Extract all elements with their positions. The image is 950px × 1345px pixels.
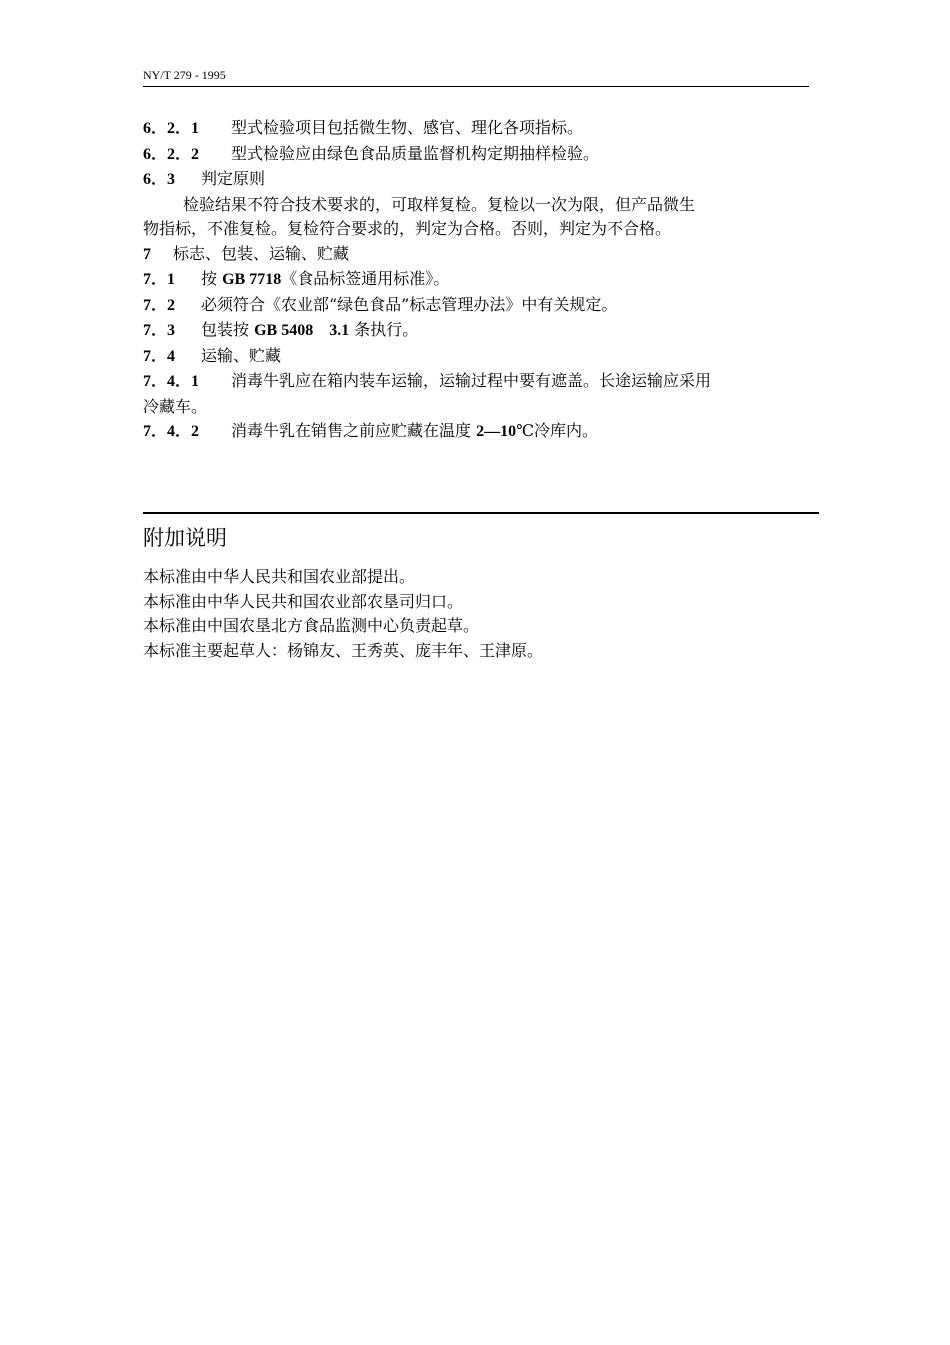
clause-text: 标志、包装、运输、贮藏 [173, 243, 350, 263]
clause-text-prefix: 按 [201, 269, 223, 288]
clause-text: 判定原则 [201, 169, 266, 188]
clause-6-2-2 [143, 142, 813, 168]
clause-7-1 [143, 267, 813, 293]
header-rule [143, 86, 809, 87]
clause-number: 7．3 [143, 322, 176, 339]
clause-number: 6．2．1 [143, 120, 200, 137]
paragraph-line: 检验结果不符合技术要求的，可取样复检。复检以一次为限，但产品微生 [183, 194, 696, 214]
clause-text: 消毒牛乳应在箱内装车运输，运输过程中要有遮盖。长途运输应采用 [231, 371, 712, 390]
appendix-line: 本标准由中华人民共和国农业部提出。 [143, 567, 416, 586]
appendix-notes [143, 565, 543, 663]
paragraph-line: 物指标，不准复检。复检符合要求的，判定为合格。否则，判定为不合格。 [143, 219, 672, 238]
clause-7-4-1 [143, 369, 813, 395]
clause-7-4-2 [143, 419, 813, 445]
section-divider [143, 512, 819, 514]
clause-text: 运输、贮藏 [201, 345, 282, 365]
appendix-title: 附加说明 [143, 526, 227, 550]
clause-text: 必须符合《农业部“绿色食品”标志管理办法》中有关规定。 [201, 294, 618, 314]
clause-number: 7．2 [143, 296, 176, 314]
temperature-range: 2—10 [476, 423, 517, 440]
clause-text: ℃冷库内。 [516, 421, 598, 440]
clause-number: 7 [143, 245, 151, 263]
standard-code: GB 5408 3.1 [254, 322, 350, 339]
clause-text-prefix: 包装按 [201, 320, 255, 339]
standard-body-text [143, 116, 813, 445]
clause-6-2-1 [143, 116, 813, 142]
clause-text: 型式检验项目包括微生物、感官、理化各项指标。 [231, 118, 584, 137]
paragraph-line: 冷藏车。 [143, 396, 208, 416]
clause-text-prefix: 消毒牛乳在销售之前应贮藏在温度 [231, 421, 477, 440]
clause-number: 7．1 [143, 271, 176, 288]
clause-text: 条执行。 [349, 320, 419, 339]
appendix-line: 本标准由中国农垦北方食品监测中心负责起草。 [143, 616, 480, 635]
clause-7 [143, 242, 813, 268]
clause-6-3 [143, 167, 813, 193]
clause-7-2 [143, 293, 813, 319]
clause-text: 《食品标签通用标准》。 [281, 269, 450, 288]
clause-7-4 [143, 344, 813, 370]
clause-number: 7．4．2 [143, 423, 200, 440]
appendix-line: 本标准主要起草人：杨锦友、王秀英、庞丰年、王津原。 [143, 640, 544, 660]
clause-number: 6．2．2 [143, 145, 200, 163]
clause-number: 7．4 [143, 347, 176, 365]
appendix-line: 本标准由中华人民共和国农业部农垦司归口。 [143, 591, 464, 611]
clause-7-3 [143, 318, 813, 344]
clause-text: 型式检验应由绿色食品质量监督机构定期抽样检验。 [231, 143, 600, 163]
standard-code: GB 7718 [222, 271, 282, 288]
document-code-header: NY/T 279 - 1995 [143, 68, 226, 82]
clause-number: 7．4．1 [143, 373, 200, 390]
clause-number: 6．3 [143, 171, 176, 188]
